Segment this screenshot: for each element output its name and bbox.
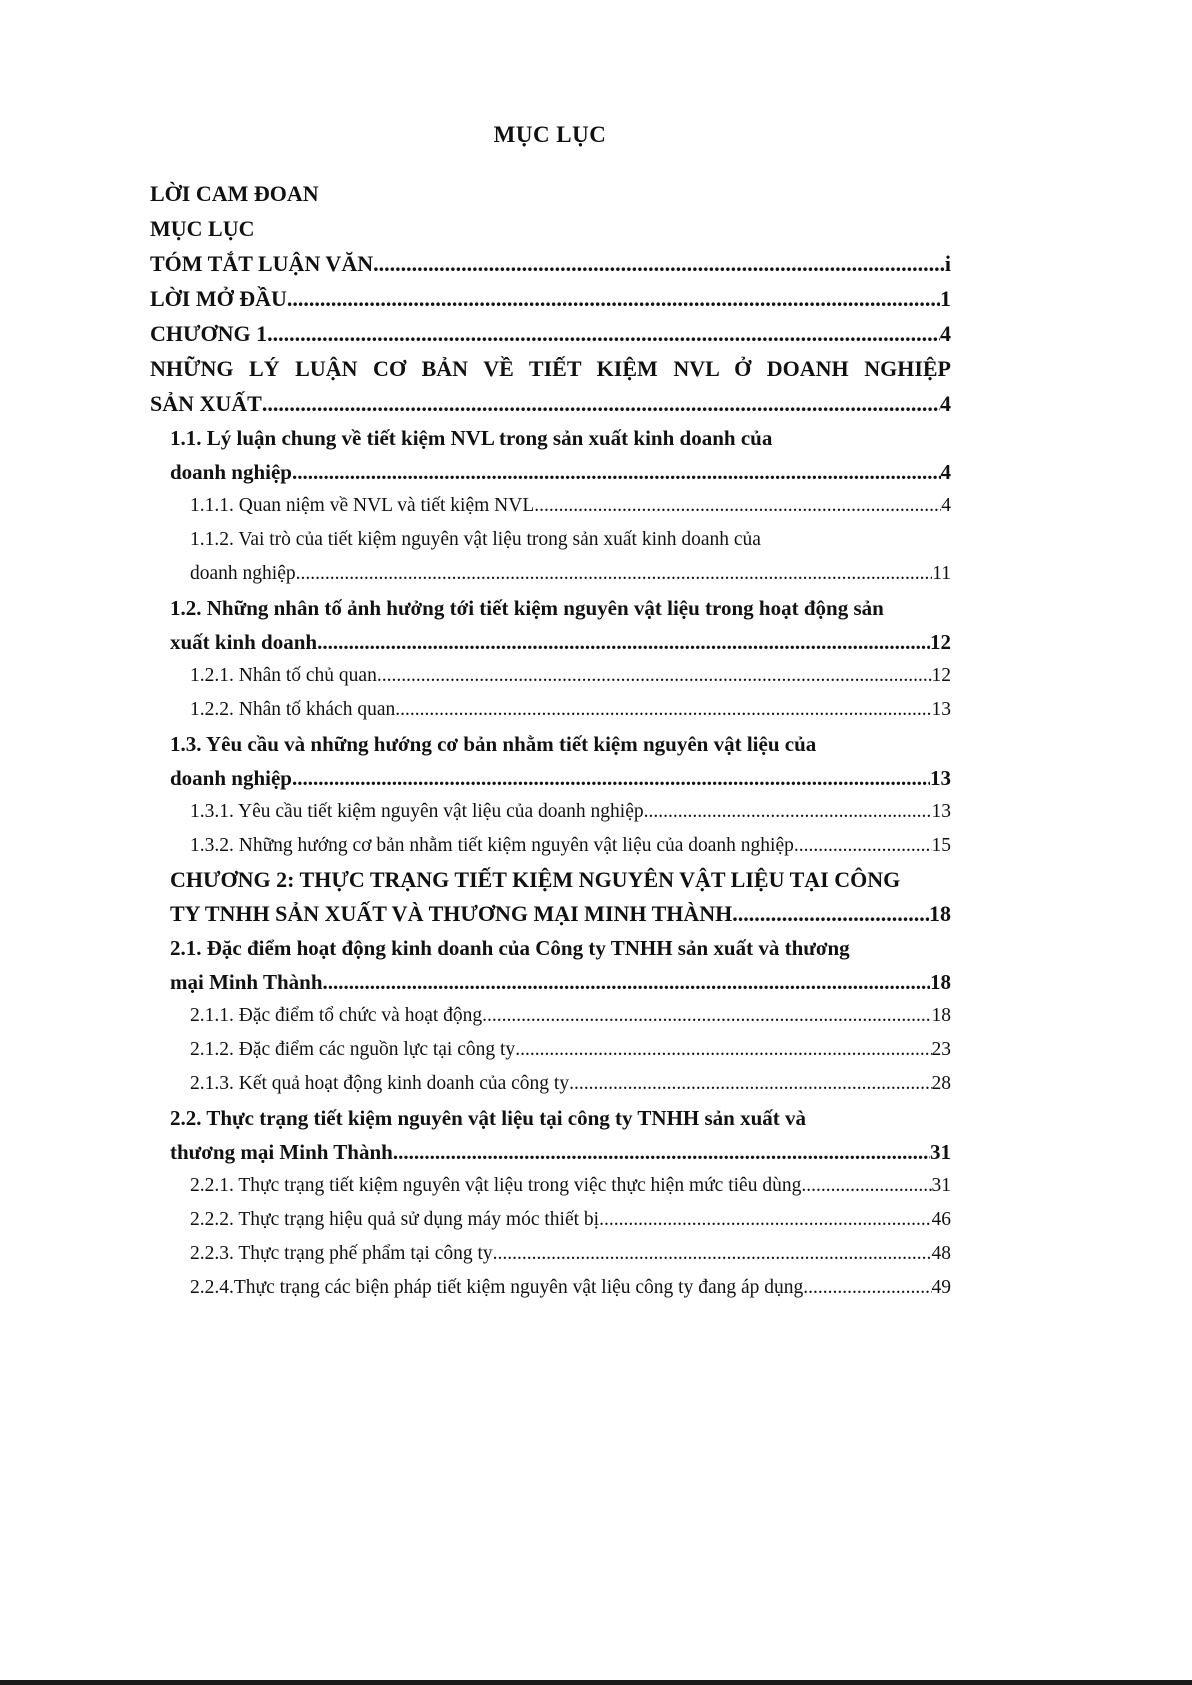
toc-entry bbox=[170, 626, 951, 658]
toc-entry bbox=[170, 966, 951, 998]
toc-entry-text: xuất kinh doanh bbox=[170, 630, 318, 654]
toc-entry bbox=[170, 728, 951, 760]
toc-entry-text: 2.2. Thực trạng tiết kiệm nguyên vật liệu tại công ty TNHH sản xuất và bbox=[170, 1106, 807, 1130]
toc-page-number: 18 bbox=[931, 1005, 951, 1026]
toc-entry bbox=[190, 1068, 951, 1100]
toc-entry bbox=[190, 694, 951, 726]
toc-page-number: 12 bbox=[930, 630, 951, 654]
toc-entry bbox=[190, 524, 951, 556]
toc-entry bbox=[150, 388, 951, 420]
toc-entry-text: 1.1.2. Vai trò của tiết kiệm nguyên vật liệu trong sản xuất kinh doanh của bbox=[190, 529, 761, 550]
toc-entry bbox=[190, 830, 951, 862]
toc-entry bbox=[170, 932, 951, 964]
toc-entry-text: SẢN XUẤT bbox=[150, 391, 262, 416]
toc-entry bbox=[190, 1238, 951, 1270]
toc-leader bbox=[493, 1238, 932, 1270]
toc-entry bbox=[190, 1034, 951, 1066]
toc-page-number: 28 bbox=[931, 1073, 951, 1094]
toc-entry bbox=[150, 178, 951, 210]
toc-entry-text: 2.1. Đặc điểm hoạt động kinh doanh của Công ty TNHH sản xuất và thương bbox=[170, 936, 850, 960]
toc-entry-text: CHƯƠNG 2: THỰC TRẠNG TIẾT KIỆM NGUYÊN VẬT LIỆU TẠI CÔNG bbox=[170, 867, 901, 892]
toc-page-number: 31 bbox=[931, 1175, 951, 1196]
toc-leader bbox=[317, 626, 930, 658]
toc-leader bbox=[267, 318, 940, 350]
toc-entry-text: TÓM TẮT LUẬN VĂN bbox=[150, 251, 374, 276]
toc-entry bbox=[190, 1000, 951, 1032]
toc-entry bbox=[190, 558, 951, 590]
toc-leader bbox=[569, 1068, 931, 1100]
toc-page-number: 13 bbox=[931, 801, 951, 822]
toc-entry bbox=[190, 1272, 951, 1304]
toc-entry-text: 2.2.1. Thực trạng tiết kiệm nguyên vật liệu trong việc thực hiện mức tiêu dùng bbox=[190, 1175, 802, 1196]
toc-leader bbox=[599, 1204, 931, 1236]
toc-entry-text: CHƯƠNG 1 bbox=[150, 321, 268, 346]
toc-leader bbox=[803, 1272, 931, 1304]
toc-page-number: 18 bbox=[930, 970, 951, 994]
toc-entry-text: 2.1.1. Đặc điểm tổ chức và hoạt động bbox=[190, 1005, 483, 1026]
toc-entry bbox=[190, 796, 951, 828]
toc-entry bbox=[170, 592, 951, 624]
toc-entry-text: TY TNHH SẢN XUẤT VÀ THƯƠNG MẠI MINH THÀNH bbox=[170, 901, 733, 926]
toc-entry-text: 2.2.4.Thực trạng các biện pháp tiết kiệm nguyên vật liệu công ty đang áp dụng bbox=[190, 1277, 804, 1298]
toc-entry-text: 1.2.2. Nhân tố khách quan bbox=[190, 699, 396, 720]
toc-entry bbox=[170, 1102, 951, 1134]
toc-entry bbox=[170, 422, 951, 454]
toc-entry-text: LỜI MỞ ĐẦU bbox=[150, 286, 287, 311]
toc-entry-text: thương mại Minh Thành bbox=[170, 1140, 393, 1164]
toc-leader bbox=[534, 490, 941, 522]
toc-title: MỤC LỤC bbox=[493, 122, 607, 147]
toc-page-number: 4 bbox=[940, 391, 951, 416]
toc-entry bbox=[150, 248, 951, 280]
toc-page-number: 49 bbox=[931, 1277, 951, 1298]
toc-leader bbox=[292, 456, 941, 488]
toc-leader bbox=[482, 1000, 931, 1032]
toc-page-number: 23 bbox=[931, 1039, 951, 1060]
toc-leader bbox=[515, 1034, 931, 1066]
toc-entry bbox=[150, 318, 951, 350]
toc-entry bbox=[190, 1170, 951, 1202]
toc-entry bbox=[170, 456, 951, 488]
toc-leader bbox=[323, 966, 930, 998]
toc-entry bbox=[190, 660, 951, 692]
toc-entry-text: 1.3.2. Những hướng cơ bản nhằm tiết kiệm nguyên vật liệu của doanh nghiệp bbox=[190, 835, 794, 856]
toc-entry-text: NHỮNG LÝ LUẬN CƠ BẢN VỀ TIẾT KIỆM NVL Ở DOANH NGHIỆP bbox=[150, 356, 951, 381]
toc-entry-text: 1.1.1. Quan niệm về NVL và tiết kiệm NVL bbox=[190, 495, 535, 516]
toc-entry bbox=[170, 1136, 951, 1168]
toc-page-number: 4 bbox=[941, 495, 951, 516]
toc-page-number: 13 bbox=[930, 766, 951, 790]
toc-entry-text: 2.1.3. Kết quả hoạt động kinh doanh của công ty bbox=[190, 1073, 570, 1094]
toc-leader bbox=[395, 694, 931, 726]
toc-entry bbox=[150, 283, 951, 315]
toc-page-number: 11 bbox=[932, 563, 951, 584]
toc-entry bbox=[190, 1204, 951, 1236]
toc-leader bbox=[801, 1170, 931, 1202]
toc-page-number: 15 bbox=[931, 835, 951, 856]
toc-entry-text: 2.2.3. Thực trạng phế phẩm tại công ty bbox=[190, 1243, 493, 1264]
toc-leader bbox=[393, 1136, 930, 1168]
toc-leader bbox=[794, 830, 932, 862]
toc-entry bbox=[170, 762, 951, 794]
toc-entry-text: 1.3. Yêu cầu và những hướng cơ bản nhằm tiết kiệm nguyên vật liệu của bbox=[170, 732, 817, 756]
toc-leader bbox=[296, 558, 933, 590]
toc-entry-text: 1.2. Những nhân tố ảnh hưởng tới tiết kiệm nguyên vật liệu trong hoạt động sản bbox=[170, 596, 884, 620]
toc-entry bbox=[190, 490, 951, 522]
toc-entry-text: 1.1. Lý luận chung về tiết kiệm NVL trong sản xuất kinh doanh của bbox=[170, 426, 773, 450]
toc-entry-text: MỤC LỤC bbox=[150, 216, 255, 241]
toc-entry bbox=[170, 864, 951, 896]
toc-entry-text: LỜI CAM ĐOAN bbox=[150, 181, 319, 206]
toc-page-number: 4 bbox=[940, 460, 951, 484]
toc-leader bbox=[732, 898, 929, 930]
toc-page-number: 13 bbox=[931, 699, 951, 720]
toc-page-number: 4 bbox=[940, 321, 951, 346]
toc-entry bbox=[150, 213, 951, 245]
toc-leader bbox=[292, 762, 930, 794]
toc-entry-text: doanh nghiệp bbox=[170, 766, 292, 790]
toc-page-number: 12 bbox=[931, 665, 951, 686]
toc-leader bbox=[287, 283, 940, 315]
toc-entry-text: 2.1.2. Đặc điểm các nguồn lực tại công ty bbox=[190, 1039, 516, 1060]
toc-entry-text: doanh nghiệp bbox=[170, 460, 292, 484]
toc-leader bbox=[377, 660, 932, 692]
toc-page-number: 18 bbox=[929, 901, 951, 926]
toc-page-number: 1 bbox=[940, 286, 951, 311]
toc-page-number: 46 bbox=[931, 1209, 951, 1230]
toc-leader bbox=[644, 796, 932, 828]
toc-page-number: 31 bbox=[930, 1140, 951, 1164]
toc-entry bbox=[170, 898, 951, 930]
toc-entry-text: 1.3.1. Yêu cầu tiết kiệm nguyên vật liệu của doanh nghiệp bbox=[190, 801, 644, 822]
toc-entry-text: mại Minh Thành bbox=[170, 970, 323, 994]
toc-leader bbox=[262, 388, 940, 420]
toc-page-number: i bbox=[944, 251, 951, 276]
toc-entry bbox=[150, 353, 951, 385]
toc-page-number: 48 bbox=[931, 1243, 951, 1264]
toc-entry-text: doanh nghiệp bbox=[190, 563, 296, 584]
toc-entry-text: 2.2.2. Thực trạng hiệu quả sử dụng máy móc thiết bị bbox=[190, 1209, 600, 1230]
page-bottom-border bbox=[0, 1680, 1192, 1685]
toc-leader bbox=[373, 248, 945, 280]
toc-entry-text: 1.2.1. Nhân tố chủ quan bbox=[190, 665, 377, 686]
